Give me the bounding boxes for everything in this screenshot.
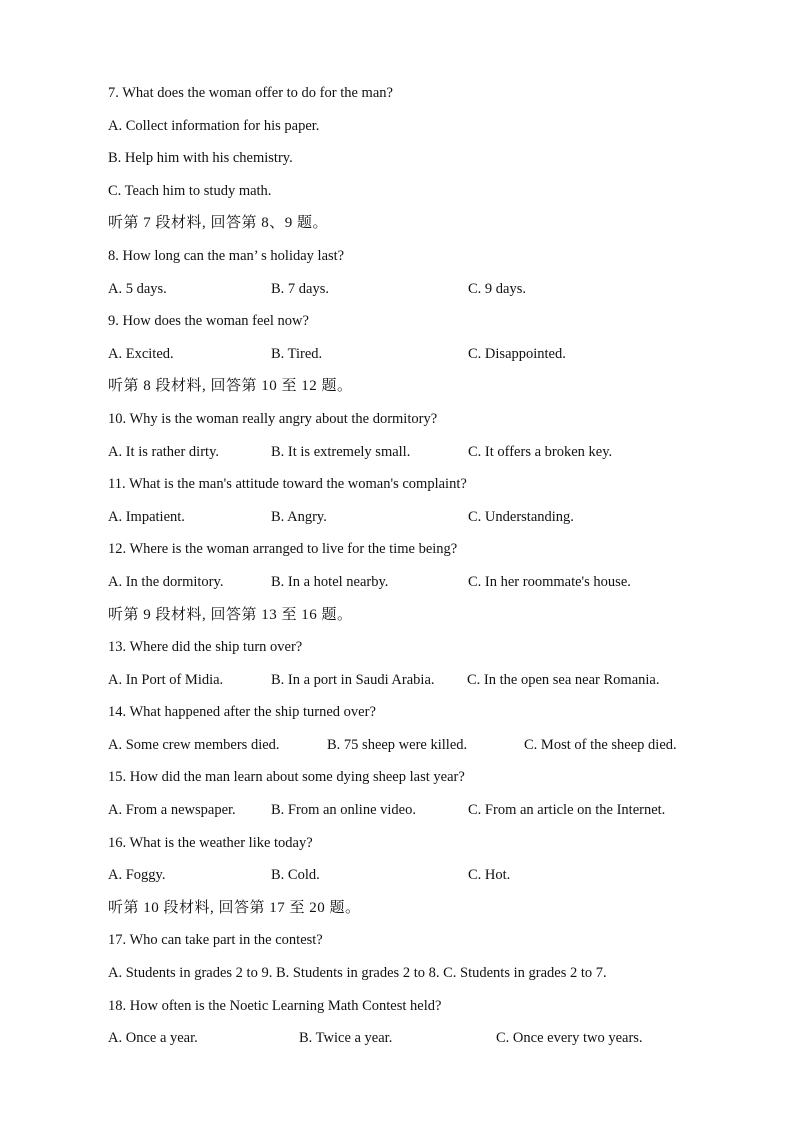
option-a: A. Impatient. [108,508,185,525]
question-line: 11. What is the man's attitude toward the woman's complaint? [108,476,467,493]
option-a: A. It is rather dirty. [108,443,220,460]
option-c: C. From an article on the Internet. [468,802,666,819]
option-a: A. Foggy. [108,867,166,884]
question-line: 16. What is the weather like today? [108,834,313,851]
option-c: C. Hot. [468,867,511,884]
option-c: C. In the open sea near Romania. [467,671,660,688]
option-b: B. Cold. [271,867,320,884]
question-line: 7. What does the woman offer to do for the man? [108,85,393,101]
options-row [108,862,728,895]
option-b: B. Twice a year. [299,1030,393,1047]
question-line: 15. How did the man learn about some dying sheep last year? [108,769,465,786]
question-line: 13. Where did the ship turn over? [108,639,303,656]
options-row [108,341,728,374]
options-row [108,1025,728,1058]
question-line: 17. Who can take part in the contest? [108,932,323,949]
option-b: B. 7 days. [271,280,329,297]
option-c: C. It offers a broken key. [468,443,613,460]
option-b: B. In a port in Saudi Arabia. [271,671,435,688]
question-line: 8. How long can the man’ s holiday last? [108,247,345,264]
section-heading: 听第 7 段材料, 回答第 8、9 题。 [108,215,329,232]
document-page [108,80,728,1058]
option-b: B. Angry. [271,508,327,525]
option-b: B. It is extremely small. [271,443,411,460]
option-a: A. Once a year. [108,1030,198,1047]
question-line: A. Students in grades 2 to 9. B. Students in grades 2 to 8. C. Students in grades 2 to 7. [108,965,607,982]
section-heading: 听第 10 段材料, 回答第 17 至 20 题。 [108,899,361,916]
options-row [108,504,728,537]
question-line: 14. What happened after the ship turned over? [108,704,376,721]
options-row [108,569,728,602]
question-line: B. Help him with his chemistry. [108,150,293,167]
question-line: 10. Why is the woman really angry about the dormitory? [108,410,438,427]
section-heading: 听第 8 段材料, 回答第 10 至 12 题。 [108,378,353,395]
option-c: C. Most of the sheep died. [524,736,677,753]
option-b: B. Tired. [271,345,323,362]
question-line: A. Collect information for his paper. [108,117,320,134]
options-row [108,439,728,472]
option-a: A. In Port of Midia. [108,671,224,688]
question-line: 12. Where is the woman arranged to live for the time being? [108,541,458,558]
option-a: A. In the dormitory. [108,573,224,590]
question-line: C. Teach him to study math. [108,182,272,199]
option-c: C. 9 days. [468,280,526,297]
question-line: 9. How does the woman feel now? [108,313,309,330]
option-a: A. Some crew members died. [108,736,280,753]
option-c: C. Disappointed. [468,345,566,362]
option-b: B. 75 sheep were killed. [327,736,468,753]
option-a: A. Excited. [108,345,174,362]
option-b: B. From an online video. [271,802,416,819]
options-row [108,276,728,309]
option-c: C. Once every two years. [496,1030,643,1047]
option-c: C. Understanding. [468,508,574,525]
option-a: A. From a newspaper. [108,802,236,819]
option-a: A. 5 days. [108,280,167,297]
section-heading: 听第 9 段材料, 回答第 13 至 16 题。 [108,606,353,623]
options-row [108,732,728,765]
options-row [108,667,728,700]
option-b: B. In a hotel nearby. [271,573,389,590]
options-row [108,797,728,830]
option-c: C. In her roommate's house. [468,573,631,590]
question-line: 18. How often is the Noetic Learning Math Contest held? [108,997,442,1014]
